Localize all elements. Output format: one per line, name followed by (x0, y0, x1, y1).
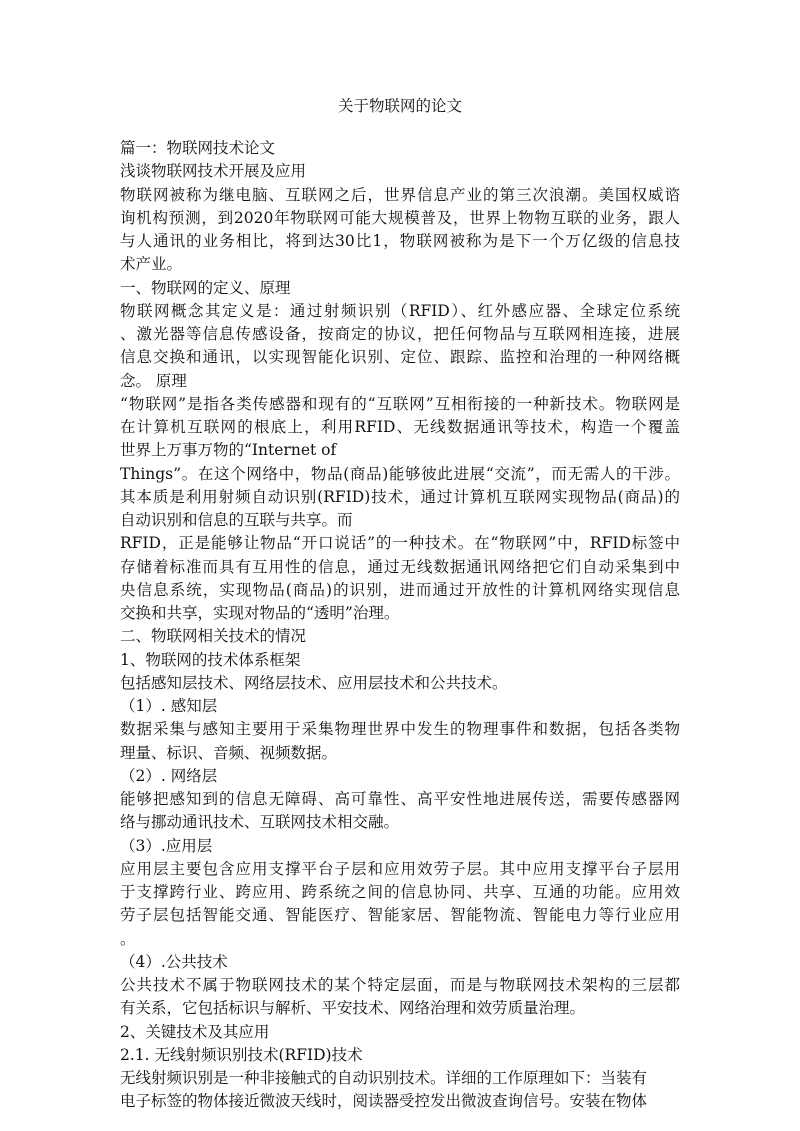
text-line: 询机构预测，到2020年物联网可能大规模普及，世界上物物互联的业务，跟人 (120, 208, 680, 227)
text-line: （1）. 感知层 (120, 697, 218, 715)
text-line: 于支撑跨行业、跨应用、跨系统之间的信息协同、共享、互通的功能。应用效 (120, 883, 680, 901)
text-line: 央信息系统，实现物品(商品)的识别，进而通过开放性的计算机网络实现信息 (120, 580, 680, 599)
text-line: 2、关键技术及其应用 (120, 1022, 270, 1041)
text-line: 一、物联网的定义、原理 (120, 278, 291, 297)
text-line: 2.1. 无线射频识别技术(RFID)技术 (120, 1045, 363, 1064)
text-line: 、激光器等信息传感设备，按商定的协议，把任何物品与互联网相连接，进展 (120, 325, 680, 343)
text-line: 物联网被称为继电脑、互联网之后，世界信息产业的第三次浪潮。美国权威谘 (120, 185, 680, 204)
text-line: 有关系，它包括标识与解析、平安技术、网络治理和效劳质量治理。 (120, 999, 586, 1018)
text-line: 劳子层包括智能交通、智能医疗、智能家居、智能物流、智能电力等行业应用 (120, 906, 680, 925)
text-line: （2）. 网络层 (120, 766, 218, 785)
document-body (120, 137, 680, 1114)
document-title: 关于物联网的论文 (337, 97, 462, 115)
text-line: 在计算机互联网的根底上，利用RFID、无线数据通讯等技术，构造一个覆盖 (120, 418, 680, 436)
text-line: 自动识别和信息的互联与共享。而 (120, 511, 353, 529)
text-line: 与人通讯的业务相比，将到达30比1，物联网被称为是下一个万亿级的信息技 (120, 232, 680, 250)
text-line: 术产业。 (120, 255, 183, 274)
text-line: 世界上万事万物的“Internet of (120, 441, 337, 460)
text-line: 包括感知层技术、网络层技术、应用层技术和公共技术。 (120, 673, 508, 692)
text-line: 能够把感知到的信息无障碍、高可靠性、高平安性地进展传送，需要传感器网 (120, 790, 680, 808)
text-line: 。 (120, 929, 136, 948)
text-line: “物联网”是指各类传感器和现有的“互联网”互相衔接的一种新技术。物联网是 (120, 394, 680, 413)
text-line: 念。 原理 (120, 371, 187, 390)
text-line: 1、物联网的技术体系框架 (120, 650, 301, 669)
text-line: 无线射频识别是一种非接触式的自动识别技术。详细的工作原理如下：当装有 (120, 1069, 648, 1087)
text-line: （3）.应用层 (120, 836, 213, 855)
text-line: 应用层主要包含应用支撑平台子层和应用效劳子层。其中应用支撑平台子层用 (120, 859, 680, 878)
text-line: 其本质是利用射频自动识别(RFID)技术，通过计算机互联网实现物品(商品)的 (120, 487, 680, 506)
text-line: 电子标签的物体接近微波天线时，阅读器受控发出微波查询信号。安装在物体 (120, 1092, 648, 1111)
text-line: 物联网概念其定义是：通过射频识别（RFID）、红外感应器、全球定位系统 (120, 301, 680, 320)
text-line: 二、物联网相关技术的情况 (120, 627, 307, 646)
text-line: 公共技术不属于物联网技术的某个特定层面，而是与物联网技术架构的三层都 (120, 976, 680, 994)
text-line: 交换和共享，实现对物品的“透明”治理。 (120, 604, 400, 622)
text-line: RFID，正是能够让物品“开口说话”的一种技术。在“物联网”中，RFID标签中 (120, 534, 680, 553)
text-line: 浅谈物联网技术开展及应用 (120, 162, 307, 181)
text-line: 络与挪动通讯技术、互联网技术相交融。 (120, 813, 400, 832)
text-line: Things”。在这个网络中，物品(商品)能够彼此进展“交流”，而无需人的干涉。 (120, 464, 680, 483)
text-line: 篇一：物联网技术论文 (120, 139, 276, 157)
text-line: （4）.公共技术 (120, 952, 228, 971)
text-line: 数据采集与感知主要用于采集物理世界中发生的物理事件和数据，包括各类物 (120, 720, 680, 739)
text-line: 信息交换和通讯，以实现智能化识别、定位、跟踪、监控和治理的一种网络概 (120, 348, 680, 367)
text-line: 理量、标识、音频、视频数据。 (120, 743, 338, 762)
text-line: 存储着标准而具有互用性的信息，通过无线数据通讯网络把它们自动采集到中 (120, 557, 680, 576)
